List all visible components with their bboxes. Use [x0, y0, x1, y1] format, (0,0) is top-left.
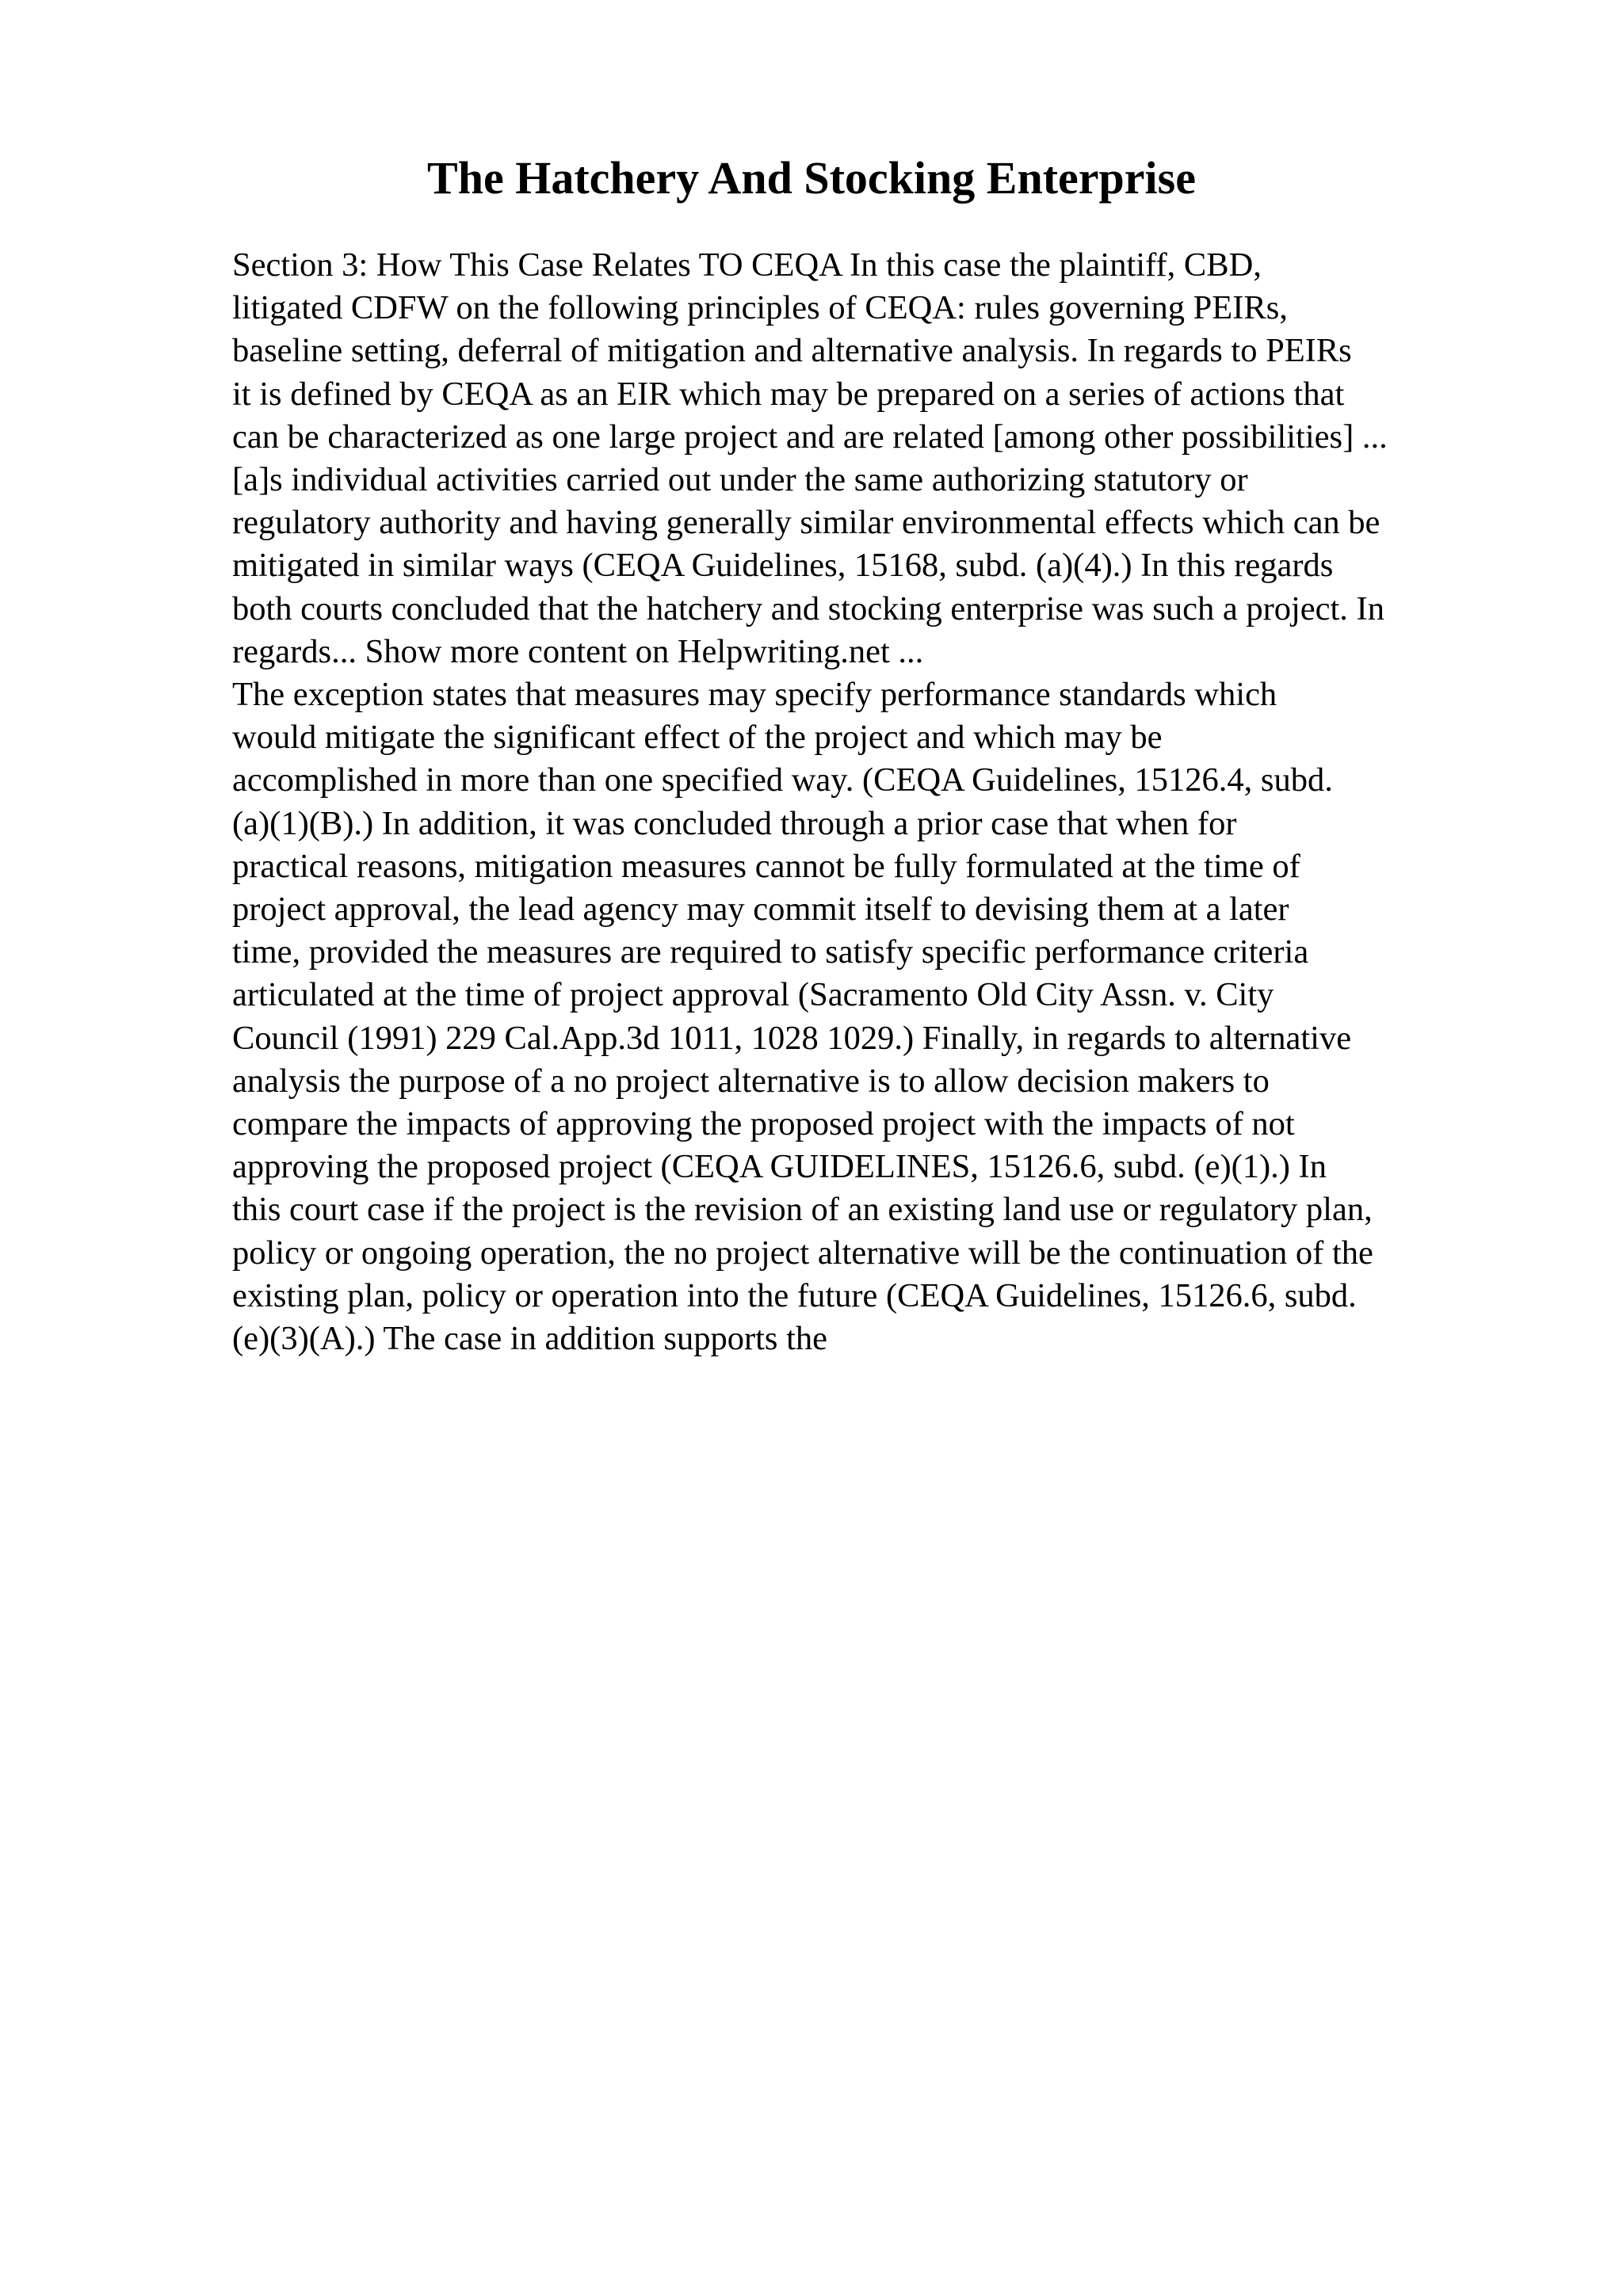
body-line: mitigated in similar ways (CEQA Guidelines, 15168, subd. (a)(4).) In this regards	[232, 547, 1334, 585]
body-line: The exception states that measures may specify performance standards which	[232, 676, 1277, 714]
body-line: approving the proposed project (CEQA GUIDELINES, 15126.6, subd. (e)(1).) In	[232, 1148, 1327, 1186]
body-line: analysis the purpose of a no project alternative is to allow decision makers to	[232, 1062, 1270, 1100]
body-line: litigated CDFW on the following principles of CEQA: rules governing PEIRs,	[232, 289, 1288, 327]
document-title: The Hatchery And Stocking Enterprise	[427, 152, 1196, 204]
body-line: time, provided the measures are required to satisfy specific performance criteria	[232, 933, 1309, 971]
body-line: regulatory authority and having generally similar environmental effects which can be	[232, 504, 1381, 542]
body-line: articulated at the time of project approval (Sacramento Old City Assn. v. City	[232, 976, 1274, 1014]
document-body	[232, 244, 1532, 1360]
body-line: it is defined by CEQA as an EIR which may be prepared on a series of actions that	[232, 375, 1345, 413]
body-line: (a)(1)(B).) In addition, it was concluded through a prior case that when for	[232, 804, 1237, 842]
body-line: compare the impacts of approving the proposed project with the impacts of not	[232, 1105, 1295, 1143]
body-line: (e)(3)(A).) The case in addition supports the	[232, 1320, 827, 1358]
body-line: baseline setting, deferral of mitigation and alternative analysis. In regards to PEIRs	[232, 332, 1352, 370]
body-line: policy or ongoing operation, the no project alternative will be the continuation of the	[232, 1234, 1373, 1272]
body-line: Council (1991) 229 Cal.App.3d 1011, 1028 1029.) Finally, in regards to alternative	[232, 1019, 1352, 1057]
body-line: [a]s individual activities carried out under the same authorizing statutory or	[232, 461, 1248, 499]
body-line: regards... Show more content on Helpwriting.net ...	[232, 632, 924, 670]
body-line: Section 3: How This Case Relates TO CEQA In this case the plaintiff, CBD,	[232, 246, 1262, 284]
body-line: project approval, the lead agency may commit itself to devising them at a later	[232, 891, 1289, 929]
body-line: can be characterized as one large project and are related [among other possibilities] ...	[232, 418, 1388, 456]
body-line: both courts concluded that the hatchery and stocking enterprise was such a project. In	[232, 589, 1384, 627]
body-line: practical reasons, mitigation measures cannot be fully formulated at the time of	[232, 847, 1300, 885]
body-line: would mitigate the significant effect of the project and which may be	[232, 719, 1163, 757]
body-line: this court case if the project is the revision of an existing land use or regulatory plan,	[232, 1191, 1373, 1229]
body-line: accomplished in more than one specified way. (CEQA Guidelines, 15126.4, subd.	[232, 761, 1333, 799]
body-line: existing plan, policy or operation into the future (CEQA Guidelines, 15126.6, subd.	[232, 1276, 1357, 1314]
